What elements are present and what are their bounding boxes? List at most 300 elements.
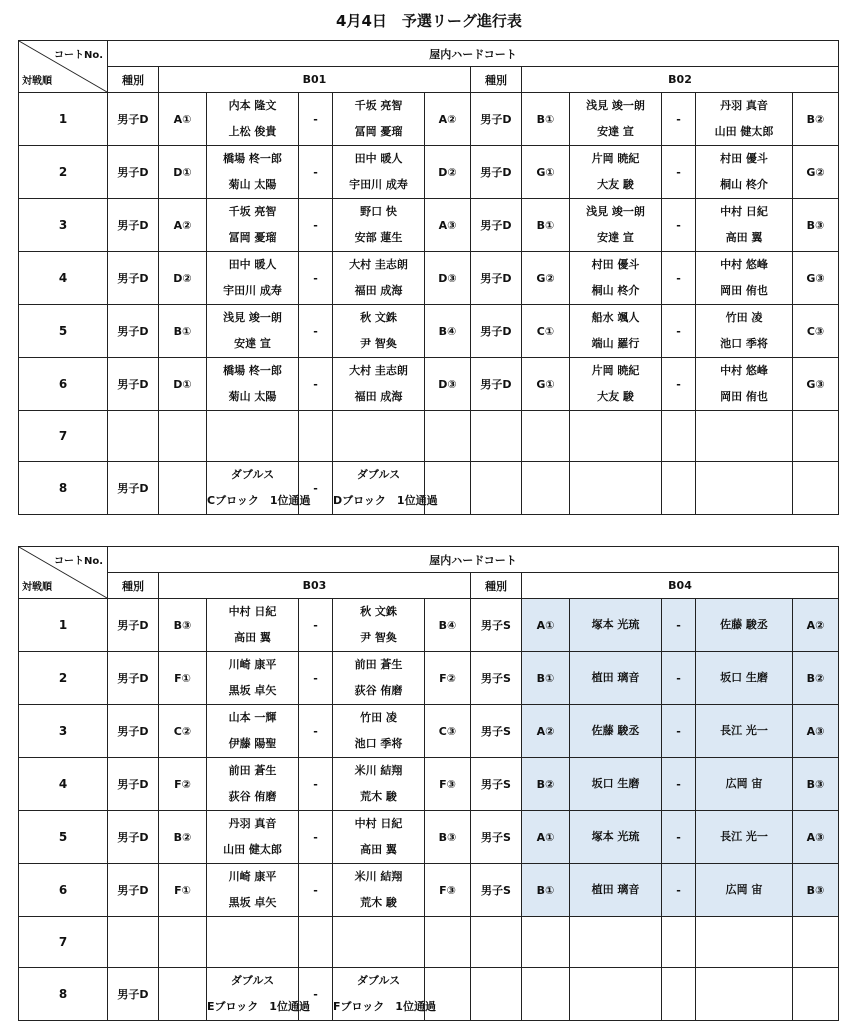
player-name: 岡田 侑也 [720, 390, 768, 403]
team-a [207, 652, 299, 705]
page-title: 4月4日 予選リーグ進行表 [336, 12, 522, 30]
vs-dash: - [662, 305, 696, 358]
match-type: 男子D [108, 199, 159, 252]
player-name: Dブロック 1位通過 [333, 494, 438, 507]
match-type: 男子D [108, 462, 159, 515]
player-name: 坂口 生磨 [720, 671, 768, 684]
player-name: 浅見 竣一朗 [223, 311, 282, 324]
seed-b: G③ [793, 252, 839, 305]
player-name: 中村 日紀 [354, 817, 403, 830]
team-b [696, 93, 793, 146]
player-name: 端山 羅行 [591, 337, 640, 350]
team-b [333, 305, 425, 358]
vs-dash: - [662, 252, 696, 305]
match-number: 1 [19, 93, 108, 146]
team-b [333, 811, 425, 864]
player-name: 丹羽 真音 [720, 99, 768, 112]
seed-a: G① [522, 358, 570, 411]
empty-cell [793, 411, 839, 462]
empty-cell [471, 411, 522, 462]
vs-dash: - [299, 758, 333, 811]
empty-cell [159, 917, 207, 968]
empty-cell [333, 917, 425, 968]
seed-a: F① [159, 864, 207, 917]
vs-dash: - [299, 968, 333, 1021]
match-row [19, 705, 839, 758]
player-name: 荻谷 侑磨 [228, 790, 277, 803]
team-b [696, 652, 793, 705]
seed-b: B② [793, 93, 839, 146]
type-header: 種別 [108, 67, 159, 93]
court-header: B02 [522, 67, 839, 93]
team-b [333, 599, 425, 652]
seed-a [159, 968, 207, 1021]
seed-a: B① [522, 864, 570, 917]
empty-cell [471, 462, 522, 515]
match-type: 男子D [108, 968, 159, 1021]
player-name: ダブルス [230, 468, 275, 481]
player-name: 尹 智奐 [360, 337, 397, 350]
player-name: 福田 成海 [354, 284, 403, 297]
team-a [570, 652, 662, 705]
team-a [207, 93, 299, 146]
seed-a: B② [159, 811, 207, 864]
empty-cell [425, 917, 471, 968]
player-name: 長江 光一 [720, 830, 768, 843]
player-name: 大友 駿 [597, 178, 634, 191]
seed-a: B① [522, 93, 570, 146]
player-name: Eブロック 1位通過 [207, 1000, 310, 1013]
match-type: 男子D [471, 199, 522, 252]
match-number: 6 [19, 358, 108, 411]
player-name: 浅見 竣一朗 [586, 205, 645, 218]
vs-dash: - [662, 652, 696, 705]
empty-cell [522, 462, 570, 515]
match-row [19, 811, 839, 864]
player-name: 池口 季将 [720, 337, 768, 350]
seed-a: B① [522, 199, 570, 252]
player-name: 秋 文銖 [360, 605, 397, 618]
empty-cell [522, 411, 570, 462]
team-b [696, 146, 793, 199]
player-name: 安部 蓮生 [354, 231, 403, 244]
vs-dash: - [299, 599, 333, 652]
empty-cell [793, 968, 839, 1021]
vs-dash: - [662, 146, 696, 199]
team-b [696, 252, 793, 305]
match-row [19, 758, 839, 811]
team-b [333, 462, 438, 515]
match-type: 男子D [108, 864, 159, 917]
match-type: 男子D [108, 652, 159, 705]
player-name: 中村 日紀 [228, 605, 277, 618]
empty-cell [570, 968, 662, 1021]
match-number: 3 [19, 705, 108, 758]
player-name: 中村 悠峰 [720, 258, 768, 271]
match-type: 男子D [108, 93, 159, 146]
empty-cell [570, 411, 662, 462]
empty-cell [333, 411, 425, 462]
seed-b: G③ [793, 358, 839, 411]
player-name: 前田 蒼生 [228, 764, 277, 777]
type-header: 種別 [471, 67, 522, 93]
player-name: 内本 隆文 [228, 99, 277, 112]
team-a [570, 93, 662, 146]
seed-b: B③ [793, 199, 839, 252]
seed-a: D① [159, 358, 207, 411]
seed-a: C② [159, 705, 207, 758]
empty-cell [662, 462, 696, 515]
vs-dash: - [662, 199, 696, 252]
seed-a: A② [522, 705, 570, 758]
vs-dash: - [662, 811, 696, 864]
seed-a: A① [522, 811, 570, 864]
vs-dash: - [299, 199, 333, 252]
team-a [207, 462, 311, 515]
team-b [333, 199, 425, 252]
seed-b: B④ [425, 599, 471, 652]
player-name: 中村 悠峰 [720, 364, 768, 377]
match-row [19, 462, 839, 515]
empty-cell [662, 411, 696, 462]
seed-a: D① [159, 146, 207, 199]
vs-dash: - [299, 811, 333, 864]
empty-cell [207, 917, 299, 968]
team-a [207, 599, 299, 652]
player-name: ダブルス [356, 468, 401, 481]
seed-b: A③ [793, 811, 839, 864]
player-name: 千坂 亮智 [228, 205, 277, 218]
team-a [207, 758, 299, 811]
court-header: B03 [159, 573, 471, 599]
seed-b: C③ [425, 705, 471, 758]
player-name: 山田 健太郎 [714, 125, 774, 138]
player-name: 安達 宣 [597, 231, 634, 244]
seed-a: G① [522, 146, 570, 199]
match-row [19, 411, 839, 462]
match-type: 男子D [471, 93, 522, 146]
player-name: ダブルス [230, 974, 275, 987]
match-number: 5 [19, 305, 108, 358]
team-a [570, 305, 662, 358]
team-b [333, 705, 425, 758]
player-name: 米川 結翔 [354, 870, 403, 883]
team-a [570, 864, 662, 917]
seed-b: D③ [425, 252, 471, 305]
match-number: 4 [19, 758, 108, 811]
seed-b: F② [425, 652, 471, 705]
match-number: 1 [19, 599, 108, 652]
player-name: 荻谷 侑磨 [354, 684, 403, 697]
player-name: 安達 宣 [234, 337, 271, 350]
corner-cell [19, 41, 108, 93]
player-name: 竹田 凌 [725, 311, 763, 324]
empty-cell [793, 462, 839, 515]
team-b [696, 599, 793, 652]
seed-a: F① [159, 652, 207, 705]
player-name: 佐藤 駿丞 [591, 724, 640, 737]
player-name: 竹田 凌 [360, 711, 397, 724]
team-b [333, 358, 425, 411]
team-b [696, 358, 793, 411]
player-name: 大村 圭志朗 [349, 364, 408, 377]
player-name: 尹 智奐 [360, 631, 397, 644]
player-name: 広岡 宙 [725, 777, 763, 790]
empty-cell [793, 917, 839, 968]
player-name: 高田 翼 [234, 631, 271, 644]
match-row [19, 358, 839, 411]
match-type: 男子D [108, 305, 159, 358]
type-header: 種別 [471, 573, 522, 599]
team-a [207, 252, 299, 305]
seed-a: B③ [159, 599, 207, 652]
seed-a: C① [522, 305, 570, 358]
player-name: 片岡 暁紀 [591, 364, 640, 377]
vs-dash: - [299, 305, 333, 358]
court-header: B01 [159, 67, 471, 93]
vs-dash: - [299, 652, 333, 705]
vs-dash: - [299, 358, 333, 411]
player-name: 上松 俊貴 [228, 125, 277, 138]
player-name: 荒木 駿 [360, 790, 397, 803]
player-name: 長江 光一 [720, 724, 768, 737]
match-row [19, 146, 839, 199]
seed-a: A② [159, 199, 207, 252]
court-number-label: コートNo. [53, 50, 103, 61]
player-name: 広岡 宙 [725, 883, 763, 896]
player-name: 千坂 亮智 [354, 99, 403, 112]
team-b [696, 864, 793, 917]
vs-dash: - [662, 358, 696, 411]
seed-b: B④ [425, 305, 471, 358]
player-name: 冨岡 憂瑠 [228, 231, 277, 244]
team-b [696, 705, 793, 758]
team-a [207, 864, 299, 917]
type-header: 種別 [108, 573, 159, 599]
player-name: 米川 結翔 [354, 764, 403, 777]
seed-a: A① [522, 599, 570, 652]
team-b [333, 252, 425, 305]
venue-header: 屋内ハードコート [108, 547, 839, 573]
match-type: 男子D [471, 252, 522, 305]
vs-dash: - [662, 705, 696, 758]
player-name: 中村 日紀 [720, 205, 768, 218]
team-b [333, 93, 425, 146]
team-a [207, 705, 299, 758]
player-name: 岡田 侑也 [720, 284, 768, 297]
seed-a: D② [159, 252, 207, 305]
match-row [19, 917, 839, 968]
match-number: 2 [19, 652, 108, 705]
court-number-label: コートNo. [53, 556, 103, 567]
match-type: 男子D [471, 358, 522, 411]
empty-cell [108, 917, 159, 968]
player-name: 安達 宣 [597, 125, 634, 138]
match-number: 8 [19, 968, 108, 1021]
match-type: 男子S [471, 652, 522, 705]
match-number: 3 [19, 199, 108, 252]
team-a [207, 811, 299, 864]
match-type: 男子D [471, 146, 522, 199]
team-a [570, 705, 662, 758]
team-a [207, 358, 299, 411]
seed-b: B② [793, 652, 839, 705]
empty-cell [207, 411, 299, 462]
player-name: 坂口 生磨 [591, 777, 640, 790]
match-type: 男子D [108, 705, 159, 758]
player-name: 植田 璃音 [591, 883, 640, 896]
team-a [570, 358, 662, 411]
player-name: Fブロック 1位通過 [333, 1000, 436, 1013]
seed-b: D② [425, 146, 471, 199]
empty-cell [662, 917, 696, 968]
empty-cell [108, 411, 159, 462]
player-name: 桐山 柊介 [720, 178, 768, 191]
vs-dash: - [299, 864, 333, 917]
team-a [207, 146, 299, 199]
team-a [570, 252, 662, 305]
player-name: Cブロック 1位通過 [207, 494, 311, 507]
match-row [19, 93, 839, 146]
team-b [333, 146, 425, 199]
match-number: 2 [19, 146, 108, 199]
empty-cell [471, 917, 522, 968]
empty-cell [299, 411, 333, 462]
match-row [19, 199, 839, 252]
match-type: 男子S [471, 811, 522, 864]
player-name: 山田 健太郎 [223, 843, 282, 856]
player-name: 荒木 駿 [360, 896, 397, 909]
player-name: 船水 颯人 [591, 311, 640, 324]
player-name: 浅見 竣一朗 [586, 99, 645, 112]
team-a [570, 811, 662, 864]
match-type: 男子D [108, 599, 159, 652]
vs-dash: - [662, 864, 696, 917]
team-b [696, 811, 793, 864]
match-type: 男子S [471, 705, 522, 758]
team-a [570, 146, 662, 199]
match-number: 6 [19, 864, 108, 917]
empty-cell [662, 968, 696, 1021]
team-b [696, 758, 793, 811]
vs-dash: - [299, 146, 333, 199]
match-number: 4 [19, 252, 108, 305]
player-name: 片岡 暁紀 [591, 152, 640, 165]
player-name: 高田 翼 [725, 231, 763, 244]
team-a [207, 305, 299, 358]
match-type: 男子D [108, 758, 159, 811]
match-type: 男子D [471, 305, 522, 358]
seed-b: F③ [425, 864, 471, 917]
team-a [570, 599, 662, 652]
seed-b: G② [793, 146, 839, 199]
player-name: 宇田川 成寿 [223, 284, 282, 297]
match-type: 男子S [471, 758, 522, 811]
empty-cell [696, 968, 793, 1021]
seed-a: B① [522, 652, 570, 705]
vs-dash: - [662, 599, 696, 652]
venue-header: 屋内ハードコート [108, 41, 839, 67]
match-row [19, 864, 839, 917]
match-row [19, 599, 839, 652]
match-type: 男子D [108, 811, 159, 864]
match-row [19, 652, 839, 705]
empty-cell [159, 411, 207, 462]
empty-cell [696, 462, 793, 515]
match-row [19, 252, 839, 305]
player-name: 川崎 康平 [228, 870, 277, 883]
team-b [333, 864, 425, 917]
player-name: 福田 成海 [354, 390, 403, 403]
seed-a [159, 462, 207, 515]
seed-b: B③ [793, 864, 839, 917]
empty-cell [570, 462, 662, 515]
player-name: 前田 蒼生 [354, 658, 403, 671]
match-number: 7 [19, 411, 108, 462]
seed-b: C③ [793, 305, 839, 358]
player-name: 野口 快 [360, 205, 397, 218]
court-header: B04 [522, 573, 839, 599]
match-order-label: 対戦順 [22, 582, 52, 593]
player-name: 村田 優斗 [720, 152, 768, 165]
player-name: 川崎 康平 [228, 658, 277, 671]
player-name: 大村 圭志朗 [349, 258, 408, 271]
empty-cell [471, 968, 522, 1021]
match-type: 男子D [108, 146, 159, 199]
match-row [19, 968, 839, 1021]
player-name: 橋場 柊一郎 [223, 364, 282, 377]
player-name: 菊山 太陽 [228, 390, 277, 403]
match-number: 5 [19, 811, 108, 864]
seed-b: A② [425, 93, 471, 146]
player-name: 田中 暖人 [228, 258, 277, 271]
player-name: ダブルス [356, 974, 401, 987]
team-b [333, 758, 425, 811]
seed-a: F② [159, 758, 207, 811]
player-name: 塚本 光琉 [591, 618, 640, 631]
player-name: 丹羽 真音 [228, 817, 277, 830]
seed-a: A① [159, 93, 207, 146]
empty-cell [522, 968, 570, 1021]
player-name: 桐山 柊介 [591, 284, 640, 297]
player-name: 宇田川 成寿 [349, 178, 408, 191]
vs-dash: - [299, 93, 333, 146]
player-name: 塚本 光琉 [591, 830, 640, 843]
schedule-table-1 [18, 40, 839, 515]
team-b [696, 199, 793, 252]
player-name: 田中 暖人 [354, 152, 403, 165]
team-b [333, 652, 425, 705]
player-name: 池口 季将 [354, 737, 403, 750]
empty-cell [299, 917, 333, 968]
seed-b: F③ [425, 758, 471, 811]
match-type: 男子S [471, 864, 522, 917]
match-number: 8 [19, 462, 108, 515]
team-a [570, 758, 662, 811]
player-name: 村田 優斗 [591, 258, 640, 271]
seed-b: A③ [793, 705, 839, 758]
empty-cell [425, 411, 471, 462]
player-name: 伊藤 陽聖 [228, 737, 277, 750]
team-b [696, 305, 793, 358]
seed-b: D③ [425, 358, 471, 411]
seed-a: B① [159, 305, 207, 358]
seed-b: B③ [425, 811, 471, 864]
player-name: 菊山 太陽 [228, 178, 277, 191]
seed-a: B② [522, 758, 570, 811]
vs-dash: - [662, 758, 696, 811]
player-name: 山本 一輝 [228, 711, 277, 724]
